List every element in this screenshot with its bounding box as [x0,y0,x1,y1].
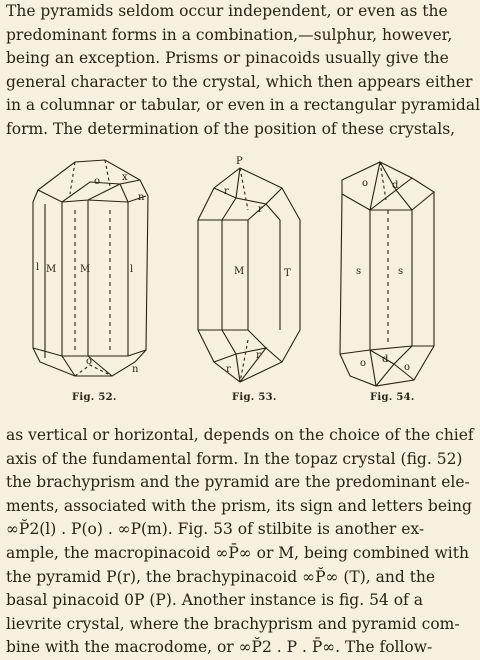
text-line: ample, the macropinacoid ∞P̄∞ or M, being combined with [6,543,469,562]
text-line: ∞P̆2(l) . P(o) . ∞P(m). Fig. 53 of stilbite is another ex- [6,520,425,539]
fig53-caption: Fig. 53. [232,392,277,403]
text-line: in a columnar or tabular, or even in a rectangular pyramidal [6,96,480,115]
fig53-label: r [258,204,263,215]
text-line: bine with the macrodome, or ∞P̆2 . P . P̄∞. The follow- [6,638,433,657]
fig53-label: T [284,268,291,279]
fig52-label: l [36,262,40,273]
text-line: The pyramids seldom occur independent, or even as the [6,2,448,20]
fig52-caption: Fig. 52. [72,392,117,403]
fig54-label: d [382,354,389,365]
fig54-label: s [398,266,404,277]
fig53-label: M [234,266,245,277]
fig52-label: o [94,176,101,187]
fig53-label: P [236,156,243,167]
text-line: as vertical or horizontal, depends on the choice of the chief [6,426,474,444]
fig52-label: M [46,264,57,275]
fig54-label: d [392,180,399,191]
text-line: axis of the fundamental form. In the topaz crystal (fig. 52) [6,449,463,468]
text-line: predominant forms in a combination,—sulphur, however, [6,25,453,44]
fig54-label: o [360,358,367,369]
crystal-drawings [0,150,480,410]
paragraph-continued [6,424,474,660]
text-line: lievrite crystal, where the brachyprism and pyramid com- [6,614,460,633]
fig54-label: o [404,362,411,373]
text-line: the pyramid P(r), the brachypinacoid ∞P̆∞ (T), and the [6,567,436,586]
crystal-figures [0,150,480,410]
text-line: general character to the crystal, which then appears either [6,72,473,91]
text-line: ments, associated with the prism, its sign and letters being [6,496,472,515]
fig53-label: r [226,364,231,375]
fig52-label: l [130,264,134,275]
fig53-label: r [256,350,261,361]
fig52-label: n [138,192,145,203]
fig52-label: o [86,356,93,367]
fig54-label: s [356,266,362,277]
fig54-caption: Fig. 54. [370,392,415,403]
text-line: form. The determination of the position of these crystals, [6,119,456,138]
text-line: being an exception. Prisms or pinacoids usually give the [6,49,449,68]
fig52-label: n [132,364,139,375]
fig52-label: M [80,264,91,275]
fig54-crystal-drawing [340,162,434,386]
fig53-label: r [224,186,229,197]
fig54-label: o [362,178,369,189]
paragraph-intro [6,0,480,142]
text-line: basal pinacoid 0P (P). Another instance is fig. 54 of a [6,591,423,610]
fig52-label: x [122,172,128,183]
text-line: the brachyprism and the pyramid are the predominant ele- [6,473,470,492]
